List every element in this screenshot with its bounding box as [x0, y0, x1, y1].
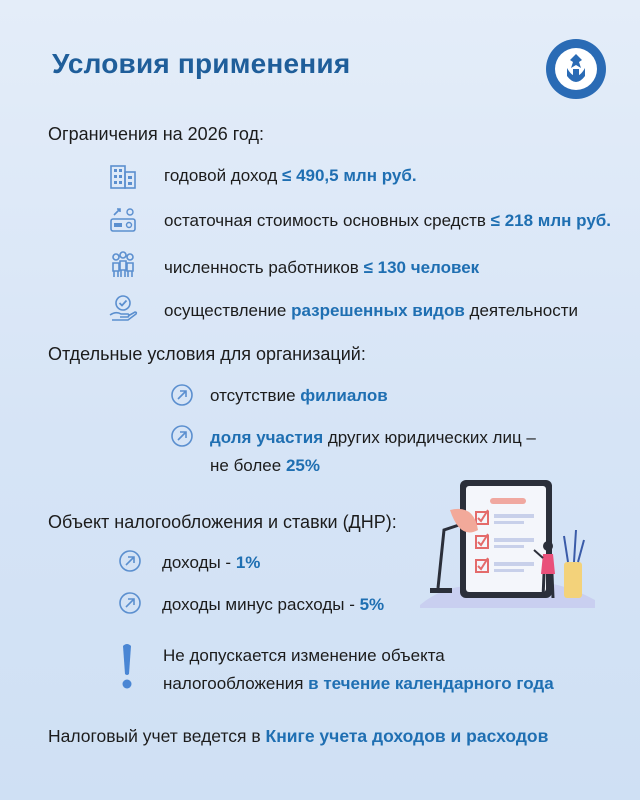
note-line2: налогообложения в течение календарного года	[163, 674, 554, 693]
condition-share-line1: доля участия других юридических лиц –	[210, 428, 536, 447]
section-tax-object-heading: Объект налогообложения и ставки (ДНР):	[48, 512, 397, 532]
limit-fixed-assets: остаточная стоимость основных средств ≤ 218 млн руб.	[164, 211, 612, 230]
rate-income: доходы - 1%	[162, 553, 261, 572]
checklist-illustration	[410, 470, 600, 610]
fns-logo-icon	[545, 38, 607, 100]
section-limits-heading: Ограничения на 2026 год:	[48, 124, 264, 144]
page-title: Условия применения	[52, 48, 351, 79]
rate-income-minus-expenses: доходы минус расходы - 5%	[162, 595, 385, 614]
limit-employees: численность работников ≤ 130 человек	[164, 258, 480, 277]
arrow-circle-icon	[170, 383, 194, 407]
arrow-circle-icon	[170, 424, 194, 448]
condition-no-branches: отсутствие филиалов	[210, 386, 388, 405]
limit-income: годовой доход ≤ 490,5 млн руб.	[164, 166, 417, 185]
employees-icon	[108, 250, 138, 280]
condition-share-line2: не более 25%	[210, 456, 320, 475]
building-icon	[108, 160, 138, 190]
arrow-circle-icon	[118, 549, 142, 573]
section-org-conditions-heading: Отдельные условия для организаций:	[48, 344, 366, 364]
footer-note: Налоговый учет ведется в Книге учета доходов и расходов	[48, 726, 549, 746]
arrow-circle-icon	[118, 591, 142, 615]
exclamation-icon	[119, 642, 135, 690]
approved-hand-icon	[108, 293, 138, 323]
note-line1: Не допускается изменение объекта	[163, 646, 445, 665]
limit-activities: осуществление разрешенных видов деятельности	[164, 301, 578, 320]
equipment-icon	[108, 205, 138, 235]
